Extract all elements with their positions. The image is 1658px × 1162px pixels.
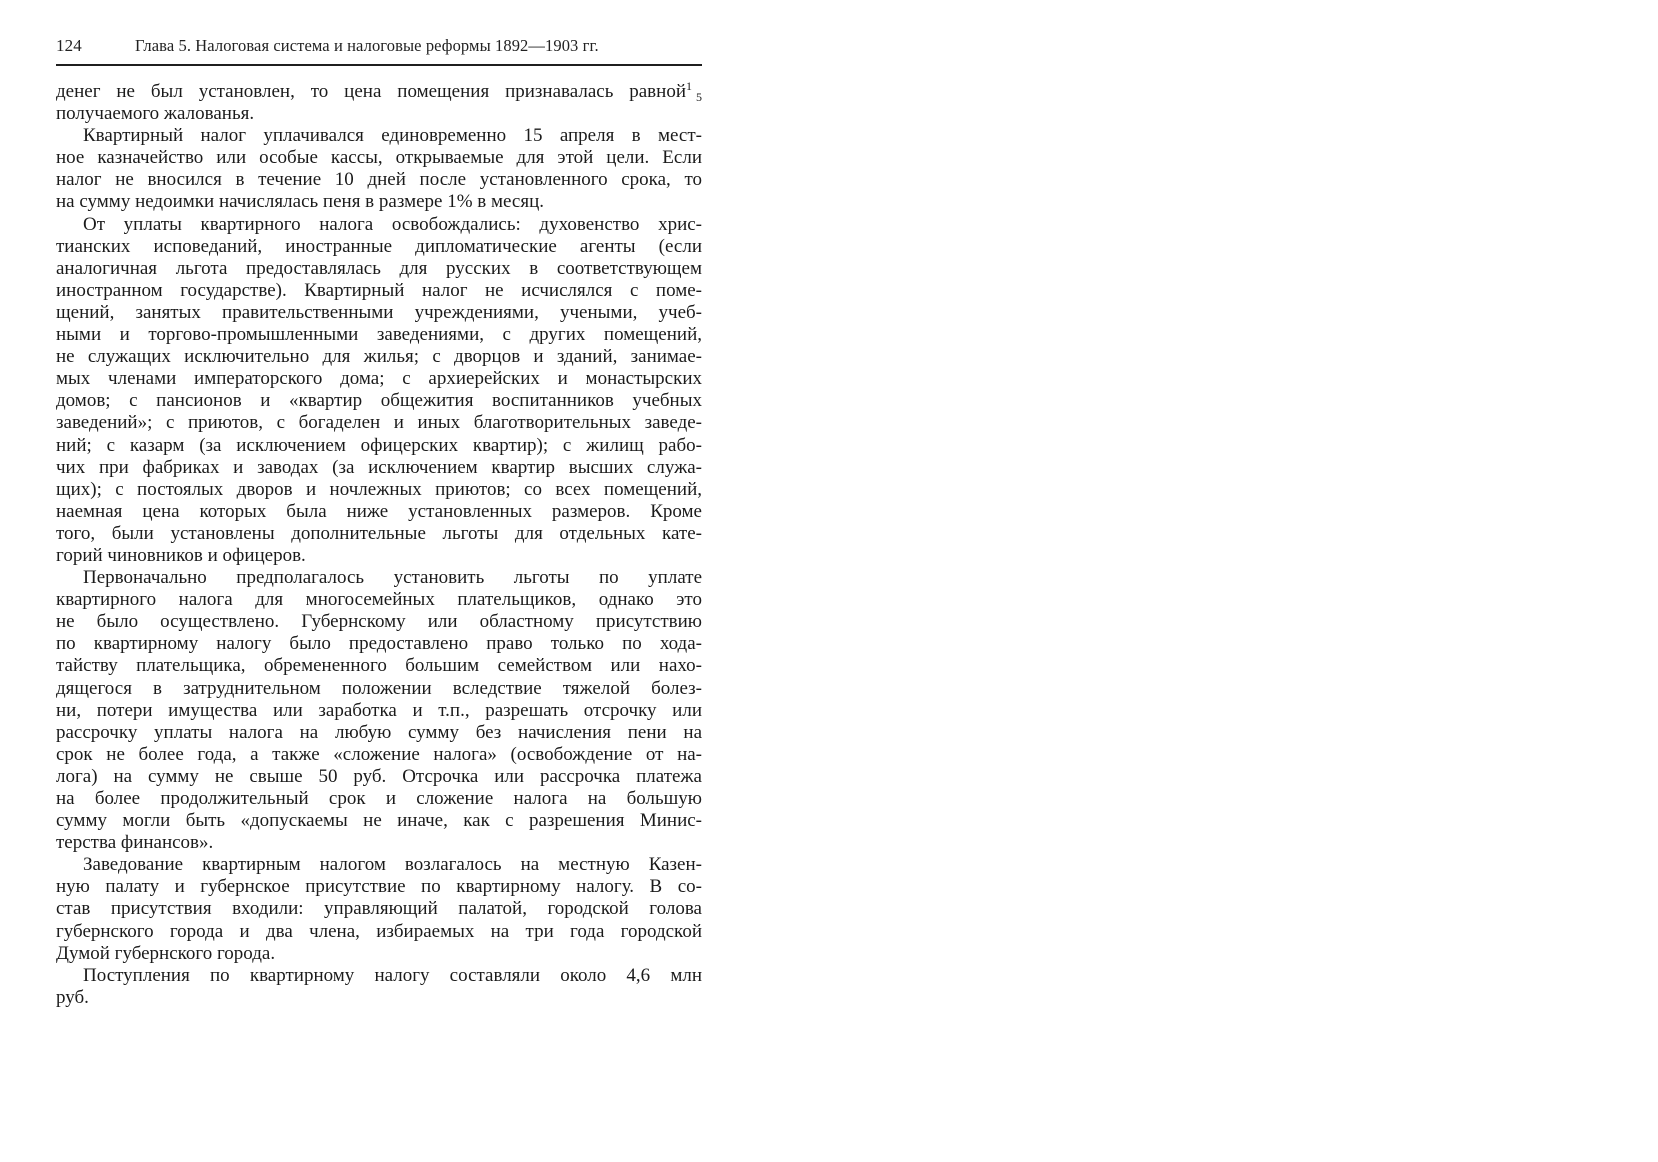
text-line bbox=[56, 390, 702, 412]
text-line-content: иностранном государстве). Квартирный налог не исчислялся с поме- bbox=[56, 279, 702, 301]
text-line bbox=[56, 125, 702, 147]
text-line bbox=[56, 147, 702, 169]
text-line bbox=[56, 744, 702, 766]
text-line-content: не служащих исключительно для жилья; с дворцов и зданий, занимае- bbox=[56, 346, 702, 368]
text-line bbox=[56, 169, 702, 191]
text-line bbox=[56, 457, 702, 479]
text-line-content: руб. bbox=[56, 986, 89, 1008]
text-line-content: мых членами императорского дома; с архиерейских и монастырских bbox=[56, 368, 702, 390]
text-line bbox=[56, 236, 702, 258]
text-line-content: сумму могли быть «допускаемы не иначе, как с разрешения Минис- bbox=[56, 810, 702, 832]
fraction-numerator: 1 bbox=[686, 79, 692, 93]
text-line-content: наемная цена которых была ниже установленных размеров. Кроме bbox=[56, 500, 702, 522]
text-line-content: на сумму недоимки начислялась пеня в размере 1% в месяц. bbox=[56, 191, 545, 213]
text-line-content: горий чиновников и офицеров. bbox=[56, 544, 306, 566]
text-line-content: щений, занятых правительственными учреждениями, учеными, учеб- bbox=[56, 301, 702, 323]
text-line bbox=[56, 810, 702, 832]
text-line bbox=[56, 324, 702, 346]
page-header bbox=[56, 36, 702, 64]
fraction-denominator: 5 bbox=[696, 90, 702, 104]
text-line-content: губернского города и два члена, избираемых на три года городской bbox=[56, 920, 702, 942]
text-line-content: рассрочку уплаты налога на любую сумму без начисления пени на bbox=[56, 721, 702, 743]
text-line bbox=[56, 722, 702, 744]
header-rule bbox=[56, 64, 702, 66]
text-line bbox=[56, 412, 702, 434]
text-line-content: ную палату и губернское присутствие по квартирному налогу. В со- bbox=[56, 876, 702, 898]
text-line bbox=[56, 832, 702, 854]
text-line-content: аналогичная льгота предоставлялась для русских в соответствующем bbox=[56, 257, 702, 279]
text-line bbox=[56, 854, 702, 876]
text-line bbox=[56, 191, 702, 213]
text-line-content: Первоначально предполагалось установить льготы по уплате bbox=[83, 567, 702, 589]
page-content bbox=[56, 36, 702, 1009]
text-line-content: домов; с пансионов и «квартир общежития воспитанников учебных bbox=[56, 390, 702, 412]
text-line bbox=[56, 280, 702, 302]
text-line bbox=[56, 678, 702, 700]
text-line bbox=[56, 766, 702, 788]
text-line-content: срок не более года, а также «сложение налога» (освобождение от на- bbox=[56, 743, 702, 765]
text-line-content: тианских исповеданий, иностранные дипломатические агенты (если bbox=[56, 235, 702, 257]
text-line bbox=[56, 898, 702, 920]
text-line bbox=[56, 876, 702, 898]
text-line-content: ний; с казарм (за исключением офицерских квартир); с жилищ рабо- bbox=[56, 434, 702, 456]
text-line-content: квартирного налога для многосемейных плательщиков, однако это bbox=[56, 589, 702, 611]
text-line-content: дящегося в затруднительном положении вследствие тяжелой болез- bbox=[56, 677, 702, 699]
text-line-content: денег не был установлен, то цена помещения признавалась равной bbox=[56, 81, 686, 102]
text-line bbox=[56, 921, 702, 943]
text-line-content: Квартирный налог уплачивался единовременно 15 апреля в мест- bbox=[83, 125, 702, 147]
text-line bbox=[56, 368, 702, 390]
text-line-content: лога) на сумму не свыше 50 руб. Отсрочка или рассрочка платежа bbox=[56, 765, 702, 787]
text-line bbox=[56, 943, 702, 965]
text-line-content: Думой губернского города. bbox=[56, 942, 276, 964]
text-line bbox=[56, 214, 702, 236]
text-line bbox=[56, 700, 702, 722]
text-line-content: Заведование квартирным налогом возлагалось на местную Казен- bbox=[83, 854, 702, 876]
text-line-content: того, были установлены дополнительные льготы для отдельных кате- bbox=[56, 522, 702, 544]
text-line bbox=[56, 633, 702, 655]
text-line bbox=[56, 655, 702, 677]
text-line bbox=[56, 479, 702, 501]
text-line bbox=[56, 589, 702, 611]
text-line bbox=[56, 545, 702, 567]
text-line-content: став присутствия входили: управляющий палатой, городской голова bbox=[56, 898, 702, 920]
text-line-content: ни, потери имущества или заработка и т.п., разрешать отсрочку или bbox=[56, 699, 702, 721]
text-line bbox=[56, 346, 702, 368]
text-line-content: не было осуществлено. Губернскому или областному присутствию bbox=[56, 611, 702, 633]
text-line-content: тайству плательщика, обремененного большим семейством или нахо- bbox=[56, 655, 702, 677]
text-line-content: налог не вносился в течение 10 дней после установленного срока, то bbox=[56, 169, 702, 191]
text-line bbox=[56, 258, 702, 280]
body-text bbox=[56, 81, 702, 1009]
text-line-content: ное казначейство или особые кассы, открываемые для этой цели. Если bbox=[56, 147, 702, 169]
text-line-content: чих при фабриках и заводах (за исключением квартир высших служа- bbox=[56, 456, 702, 478]
page-number: 124 bbox=[56, 36, 82, 55]
text-line-content: Поступления по квартирному налогу составляли около 4,6 млн bbox=[83, 964, 702, 986]
text-line bbox=[56, 81, 702, 103]
text-line bbox=[56, 501, 702, 523]
text-line-content: ными и торгово-промышленными заведениями, с других помещений, bbox=[56, 324, 702, 346]
text-line bbox=[56, 523, 702, 545]
text-line-content: получаемого жалованья. bbox=[56, 103, 255, 125]
text-line-content: терства финансов». bbox=[56, 832, 214, 854]
text-line bbox=[56, 302, 702, 324]
text-line bbox=[56, 965, 702, 987]
text-line bbox=[56, 788, 702, 810]
text-line-content: на более продолжительный срок и сложение налога на большую bbox=[56, 788, 702, 809]
text-line-content: От уплаты квартирного налога освобождались: духовенство хрис- bbox=[83, 213, 702, 235]
text-line-content: заведений»; с приютов, с богаделен и иных благотворительных заведе- bbox=[56, 412, 702, 434]
text-line bbox=[56, 567, 702, 589]
text-line-content: щих); с постоялых дворов и ночлежных приютов; со всех помещений, bbox=[56, 478, 702, 500]
text-line bbox=[56, 103, 702, 125]
text-line-content: по квартирному налогу было предоставлено право только по хода- bbox=[56, 633, 702, 655]
text-line bbox=[56, 987, 702, 1009]
text-line bbox=[56, 435, 702, 457]
running-head: Глава 5. Налоговая система и налоговые реформы 1892—1903 гг. bbox=[135, 36, 599, 55]
text-line bbox=[56, 611, 702, 633]
